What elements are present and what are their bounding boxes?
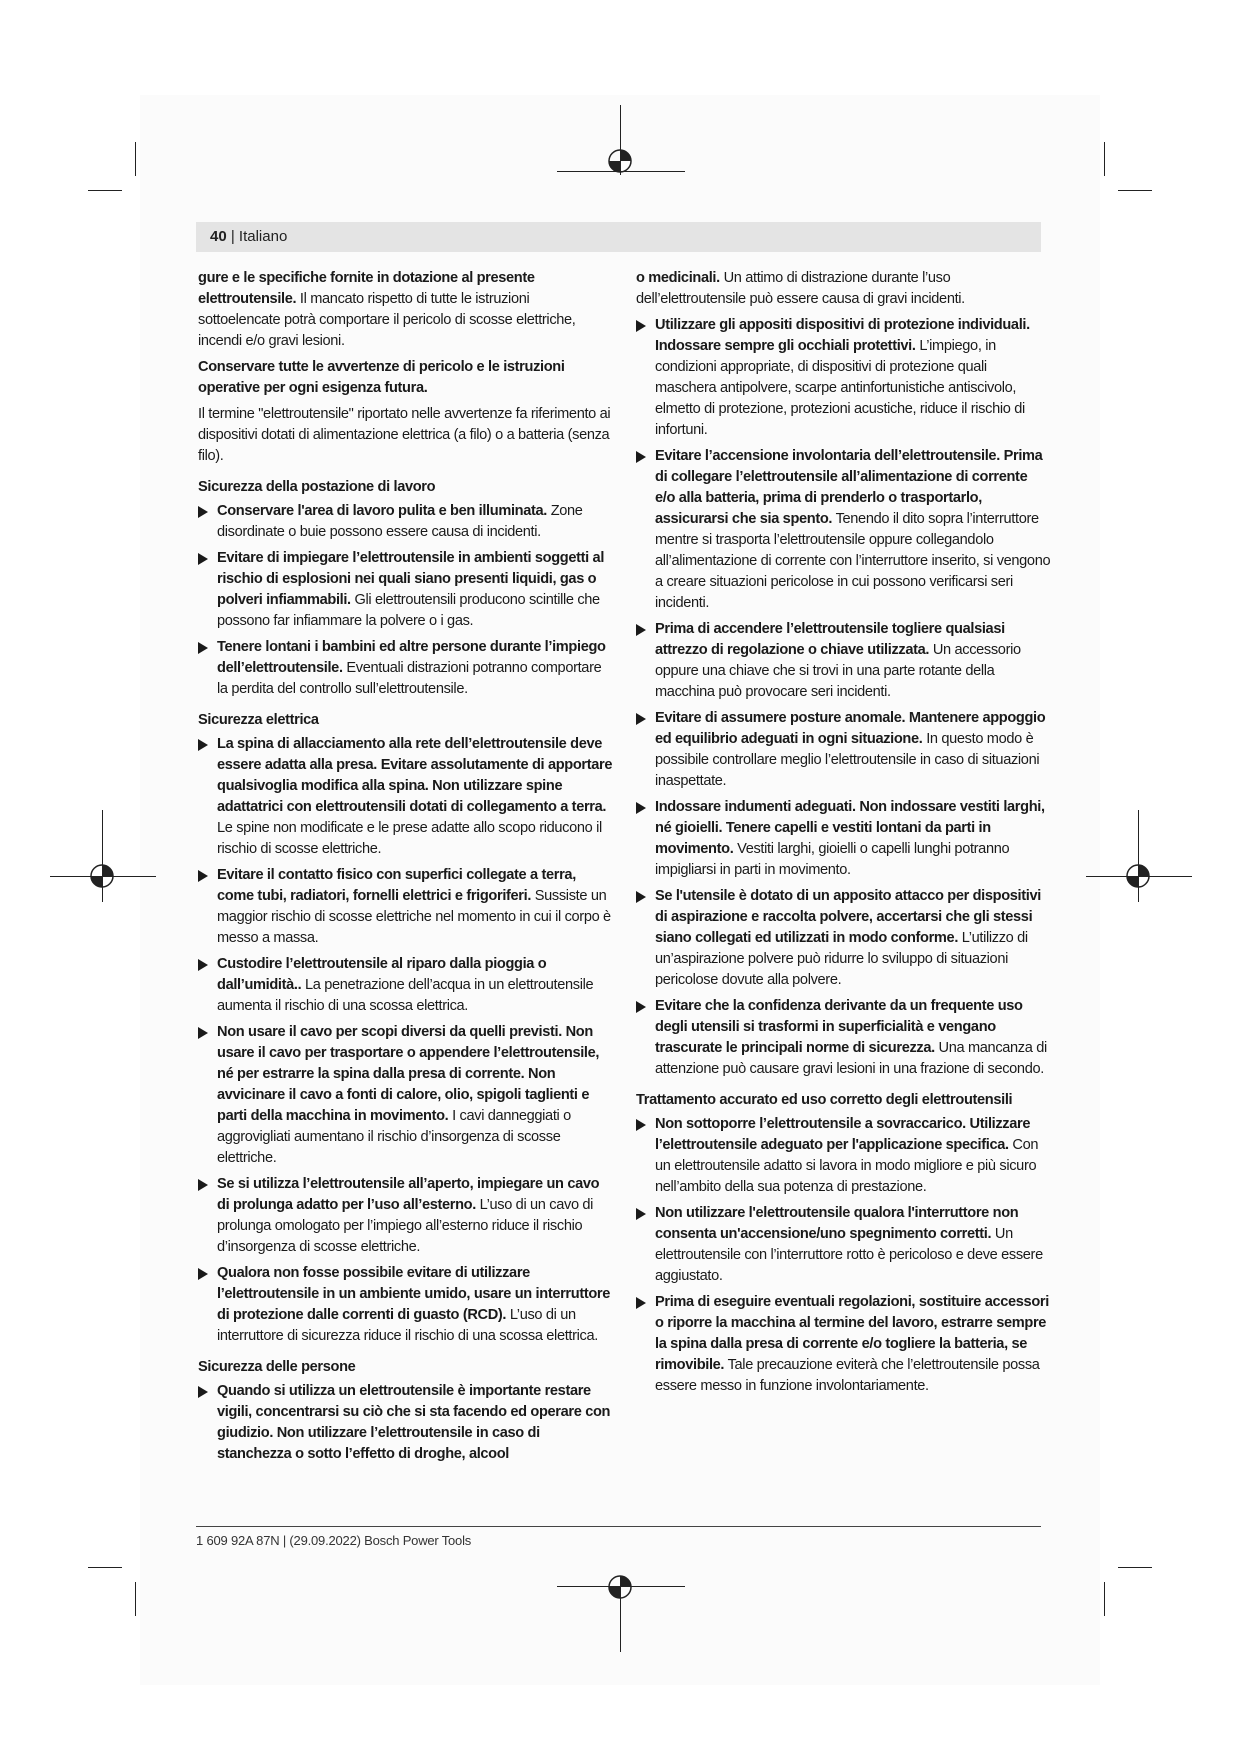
definition-paragraph: Il termine "elettroutensile" riportato nelle avvertenze fa riferimento ai dispositivi dotati di alimentazione elettrica (a filo) o a batteria (senza filo). xyxy=(198,406,611,464)
continuation-paragraph: o medicinali. Un attimo di distrazione durante l’uso dell’elettroutensile può essere causa di gravi incidenti. xyxy=(636,270,965,307)
section-heading: Sicurezza elettrica xyxy=(198,712,319,728)
left-column xyxy=(198,268,613,1470)
bullet-arrow-icon xyxy=(636,1297,646,1309)
right-column xyxy=(636,268,1051,1402)
warning-item: Evitare il contatto fisico con superfici collegate a terra, come tubi, radiatori, fornelli elettrici e frigoriferi. Sussiste un maggior rischio di scosse elettriche nel momento in cui il corpo è messo a massa. xyxy=(198,865,613,949)
warning-item: Se l'utensile è dotato di un apposito attacco per dispositivi di aspirazione e raccolta polvere, accertarsi che gli stessi siano collegati ed utilizzati in modo conforme. L’utilizzo di un’aspirazione polvere può ridurre lo sviluppo di situazioni pericolose dovute alla polvere. xyxy=(636,886,1051,991)
bullet-arrow-icon xyxy=(636,713,646,725)
bullet-arrow-icon xyxy=(636,1119,646,1131)
bullet-arrow-icon xyxy=(198,870,208,882)
warning-item: Non sottoporre l’elettroutensile a sovraccarico. Utilizzare l’elettroutensile adeguato per l'applicazione specifica. Con un elettroutensile adatto si lavora in modo migliore e più sicuro nell’ambito della sua potenza di prestazione. xyxy=(636,1114,1051,1198)
warning-item: Evitare l’accensione involontaria dell’elettroutensile. Prima di collegare l’elettroutensile all’alimentazione di corrente e/o alla batteria, prima di prenderlo o trasportarlo, assicurarsi che sia spento. Tenendo il dito sopra l’interruttore mentre si trasporta l’elettroutensile oppure collegandolo all’alimentazione di corrente con l’interruttore inserito, si vengono a creare situazioni pericolose in cui possono verificarsi seri incidenti. xyxy=(636,446,1051,614)
bullet-arrow-icon xyxy=(636,891,646,903)
bullet-arrow-icon xyxy=(198,959,208,971)
bullet-arrow-icon xyxy=(198,506,208,518)
warning-item: Evitare di assumere posture anomale. Mantenere appoggio ed equilibrio adeguati in ogni situazione. In questo modo è possibile controllare meglio l’elettroutensile in caso di situazioni inaspettate. xyxy=(636,708,1051,792)
warning-item: Evitare di impiegare l’elettroutensile in ambienti soggetti al rischio di esplosioni nei quali siano presenti liquidi, gas o polveri infiammabili. Gli elettroutensili producono scintille che possono far infiammare la polvere o i gas. xyxy=(198,548,613,632)
warning-item: Qualora non fosse possibile evitare di utilizzare l’elettroutensile in un ambiente umido, usare un interruttore di protezione dalle correnti di guasto (RCD). L’uso di un interruttore di sicurezza riduce il rischio di una scossa elettrica. xyxy=(198,1263,613,1347)
page-header-bar xyxy=(196,222,1041,252)
warning-item: Prima di accendere l’elettroutensile togliere qualsiasi attrezzo di regolazione o chiave utilizzata. Un accessorio oppure una chiave che si trovi in una parte rotante della macchina può provocare seri incidenti. xyxy=(636,619,1051,703)
warning-item: Quando si utilizza un elettroutensile è importante restare vigili, concentrarsi su ciò che si sta facendo ed operare con giudizio. Non utilizzare l’elettroutensile in caso di stanchezza o sotto l’effetto di droghe, alcool xyxy=(198,1381,613,1465)
section-heading: Trattamento accurato ed uso corretto degli elettroutensili xyxy=(636,1092,1013,1108)
section-heading: Sicurezza della postazione di lavoro xyxy=(198,479,436,495)
bullet-arrow-icon xyxy=(636,624,646,636)
warning-item: Non usare il cavo per scopi diversi da quelli previsti. Non usare il cavo per trasportare o appendere l’elettroutensile, né per estrarre la spina dalla presa di corrente. Non avvicinare il cavo a fonti di calore, olio, spigoli taglienti e parti della macchina in movimento. I cavi danneggiati o aggrovigliati aumentano il rischio d’insorgenza di scosse elettriche. xyxy=(198,1022,613,1169)
warning-item: Custodire l’elettroutensile al riparo dalla pioggia o dall’umidità.. La penetrazione dell’acqua in un elettroutensile aumenta il rischio di una scossa elettrica. xyxy=(198,954,613,1017)
bullet-arrow-icon xyxy=(198,553,208,565)
bullet-arrow-icon xyxy=(198,1179,208,1191)
warning-item: Indossare indumenti adeguati. Non indossare vestiti larghi, né gioielli. Tenere capelli e vestiti lontani da parti in movimento. Vestiti larghi, gioielli o capelli lunghi potranno impigliarsi in parti in movimento. xyxy=(636,797,1051,881)
bullet-arrow-icon xyxy=(198,1268,208,1280)
warning-item: Evitare che la confidenza derivante da un frequente uso degli utensili si trasformi in superficialità e vengano trascurate le principali norme di sicurezza. Una mancanza di attenzione può causare gravi lesioni in una frazione di secondo. xyxy=(636,996,1051,1080)
registration-mark-icon xyxy=(607,1574,633,1600)
page-number: 40 xyxy=(210,228,227,245)
registration-mark-icon xyxy=(1125,863,1151,889)
warning-item: Non utilizzare l'elettroutensile qualora l'interruttore non consenta un'accensione/uno spegnimento corretti. Un elettroutensile con l’interruttore rotto è pericoloso e deve essere aggiustato. xyxy=(636,1203,1051,1287)
bullet-arrow-icon xyxy=(636,802,646,814)
keep-instructions-notice: Conservare tutte le avvertenze di pericolo e le istruzioni operative per ogni esigenza futura. xyxy=(198,359,565,396)
page-footer: 1 609 92A 87N | (29.09.2022) Bosch Power Tools xyxy=(196,1533,472,1548)
warning-item: Conservare l'area di lavoro pulita e ben illuminata. Zone disordinate o buie possono essere causa di incidenti. xyxy=(198,501,613,543)
bullet-arrow-icon xyxy=(636,1001,646,1013)
warning-item: Prima di eseguire eventuali regolazioni, sostituire accessori o riporre la macchina al termine del lavoro, estrarre sempre la spina dalla presa di corrente e/o togliere la batteria, se rimovibile. Tale precauzione eviterà che l’elettroutensile possa essere messo in funzione involontariamente. xyxy=(636,1292,1051,1397)
bullet-arrow-icon xyxy=(198,1386,208,1398)
warning-item: Tenere lontani i bambini ed altre persone durante l’impiego dell’elettroutensile. Eventuali distrazioni potranno comportare la perdita del controllo sull’elettroutensile. xyxy=(198,637,613,700)
bullet-arrow-icon xyxy=(636,1208,646,1220)
warning-item: La spina di allacciamento alla rete dell’elettroutensile deve essere adatta alla presa. Evitare assolutamente di apportare qualsivoglia modifica alla spina. Non utilizzare spine adattatrici con elettroutensili dotati di collegamento a terra. Le spine non modificate e le prese adatte allo scopo riducono il rischio di scosse elettriche. xyxy=(198,734,613,860)
bullet-arrow-icon xyxy=(636,320,646,332)
footer-rule xyxy=(196,1526,1041,1527)
bullet-arrow-icon xyxy=(198,1027,208,1039)
registration-mark-icon xyxy=(89,863,115,889)
registration-mark-icon xyxy=(607,148,633,174)
warning-item: Utilizzare gli appositi dispositivi di protezione individuali. Indossare sempre gli occhiali protettivi. L’impiego, in condizioni appropriate, di dispositivi di protezione quali maschera antipolvere, scarpe antinfortunistiche antiscivolo, elmetto di protezione, protezioni acustiche, riduce il rischio di infortuni. xyxy=(636,315,1051,441)
section-title: Italiano xyxy=(238,228,288,245)
page-header: 40 | Italiano xyxy=(210,228,288,245)
warning-item: Se si utilizza l’elettroutensile all’aperto, impiegare un cavo di prolunga adatto per l’uso all’esterno. L’uso di un cavo di prolunga omologato per l’impiego all’esterno riduce il rischio d’insorgenza di scosse elettriche. xyxy=(198,1174,613,1258)
section-heading: Sicurezza delle persone xyxy=(198,1359,356,1375)
bullet-arrow-icon xyxy=(198,739,208,751)
bullet-arrow-icon xyxy=(636,451,646,463)
intro-paragraph: gure e le specifiche fornite in dotazione al presente elettroutensile. Il mancato rispetto di tutte le istruzioni sottoelencate potrà comportare il pericolo di scosse elettriche, incendi e/o gravi lesioni. xyxy=(198,270,576,349)
bullet-arrow-icon xyxy=(198,642,208,654)
